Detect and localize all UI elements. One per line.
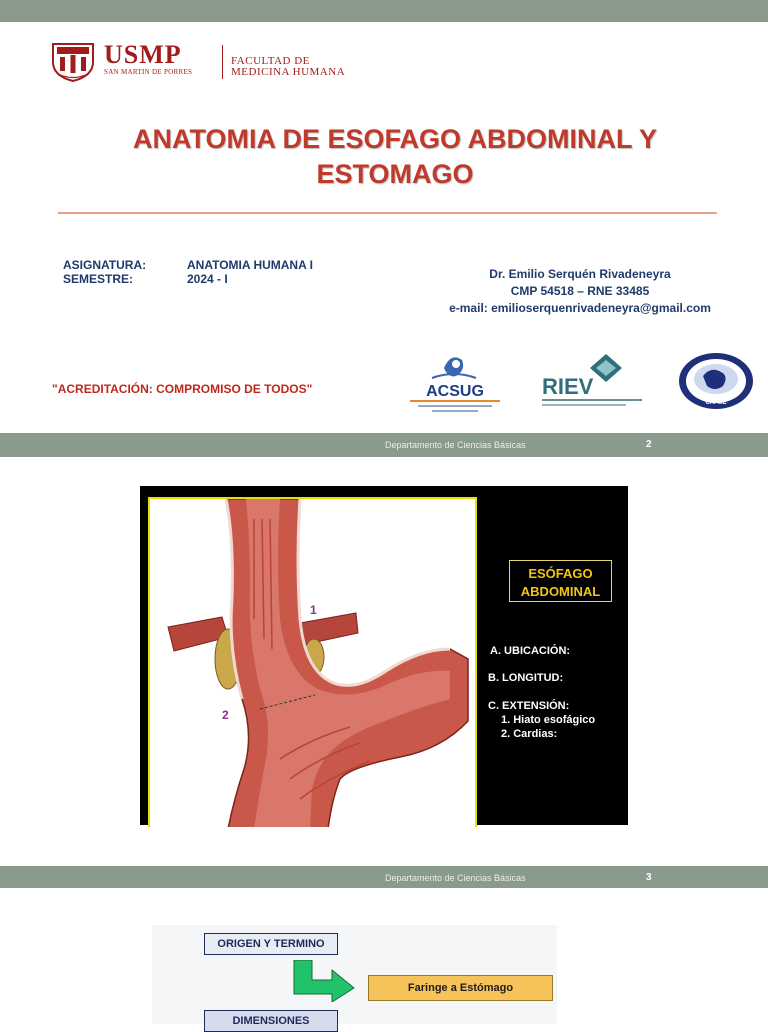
esophagus-illustration-frame — [148, 497, 477, 827]
semestre-label: SEMESTRE: — [63, 272, 134, 286]
riev-logo — [540, 352, 650, 410]
top-bar — [0, 0, 768, 22]
slide-title: ANATOMIA DE ESOFAGO ABDOMINAL Y ESTOMAGO — [132, 124, 658, 189]
asignatura-value: ANATOMIA HUMANA I — [187, 258, 313, 272]
green-arrow-icon — [292, 960, 356, 1002]
footer-bar-3 — [0, 866, 768, 888]
usmp-wordmark: USMP — [104, 40, 182, 69]
footer-department: Departamento de Ciencias Básicas — [385, 873, 526, 883]
label-two: 2 — [222, 708, 229, 722]
origen-termino-box: ORIGEN Y TERMINO — [204, 933, 338, 955]
author-info — [445, 266, 715, 317]
riev-logo-text: RIEV — [542, 374, 594, 399]
acsug-logo-text: ACSUG — [426, 383, 484, 400]
faringe-estomago-box: Faringe a Estómago — [368, 975, 553, 1001]
faculty-name: FACULTAD DE MEDICINA HUMANA — [231, 55, 346, 78]
logo-divider — [222, 45, 223, 79]
cafme-seal-text: CAFME — [705, 400, 727, 406]
footer-page-number: 2 — [646, 439, 652, 450]
footer-bar-2 — [0, 433, 768, 457]
asignatura-label: ASIGNATURA: — [63, 258, 147, 272]
item-cardias: 2. Cardias: — [501, 728, 558, 740]
usmp-crest-icon — [50, 40, 96, 82]
dimensiones-box: DIMENSIONES — [204, 1010, 338, 1032]
usmp-subtitle: SAN MARTIN DE PORRES — [104, 68, 193, 76]
title-divider — [58, 212, 717, 214]
item-ubicacion: A. UBICACIÓN: — [490, 645, 571, 657]
motto-text: "ACREDITACIÓN: COMPROMISO DE TODOS" — [52, 382, 313, 396]
author-cmp: CMP 54518 – RNE 33485 — [510, 284, 650, 298]
item-longitud: B. LONGITUD: — [488, 672, 564, 684]
footer-department: Departamento de Ciencias Básicas — [385, 440, 526, 450]
label-one: 1 — [310, 603, 317, 617]
esophagus-stomach-illustration — [150, 499, 475, 827]
item-extension: C. EXTENSIÓN: — [488, 700, 570, 712]
author-name: Dr. Emilio Serquén Rivadeneyra — [489, 267, 671, 281]
semestre-value: 2024 - I — [187, 272, 228, 286]
esofago-abdominal-title: ESÓFAGO ABDOMINAL — [509, 560, 612, 602]
cafme-seal-icon — [677, 352, 755, 410]
acsug-logo — [396, 352, 514, 418]
item-hiato: 1. Hiato esofágico — [501, 714, 596, 726]
footer-page-number: 3 — [646, 872, 652, 883]
author-email: e-mail: emilioserquenrivadeneyra@gmail.com — [449, 301, 711, 315]
